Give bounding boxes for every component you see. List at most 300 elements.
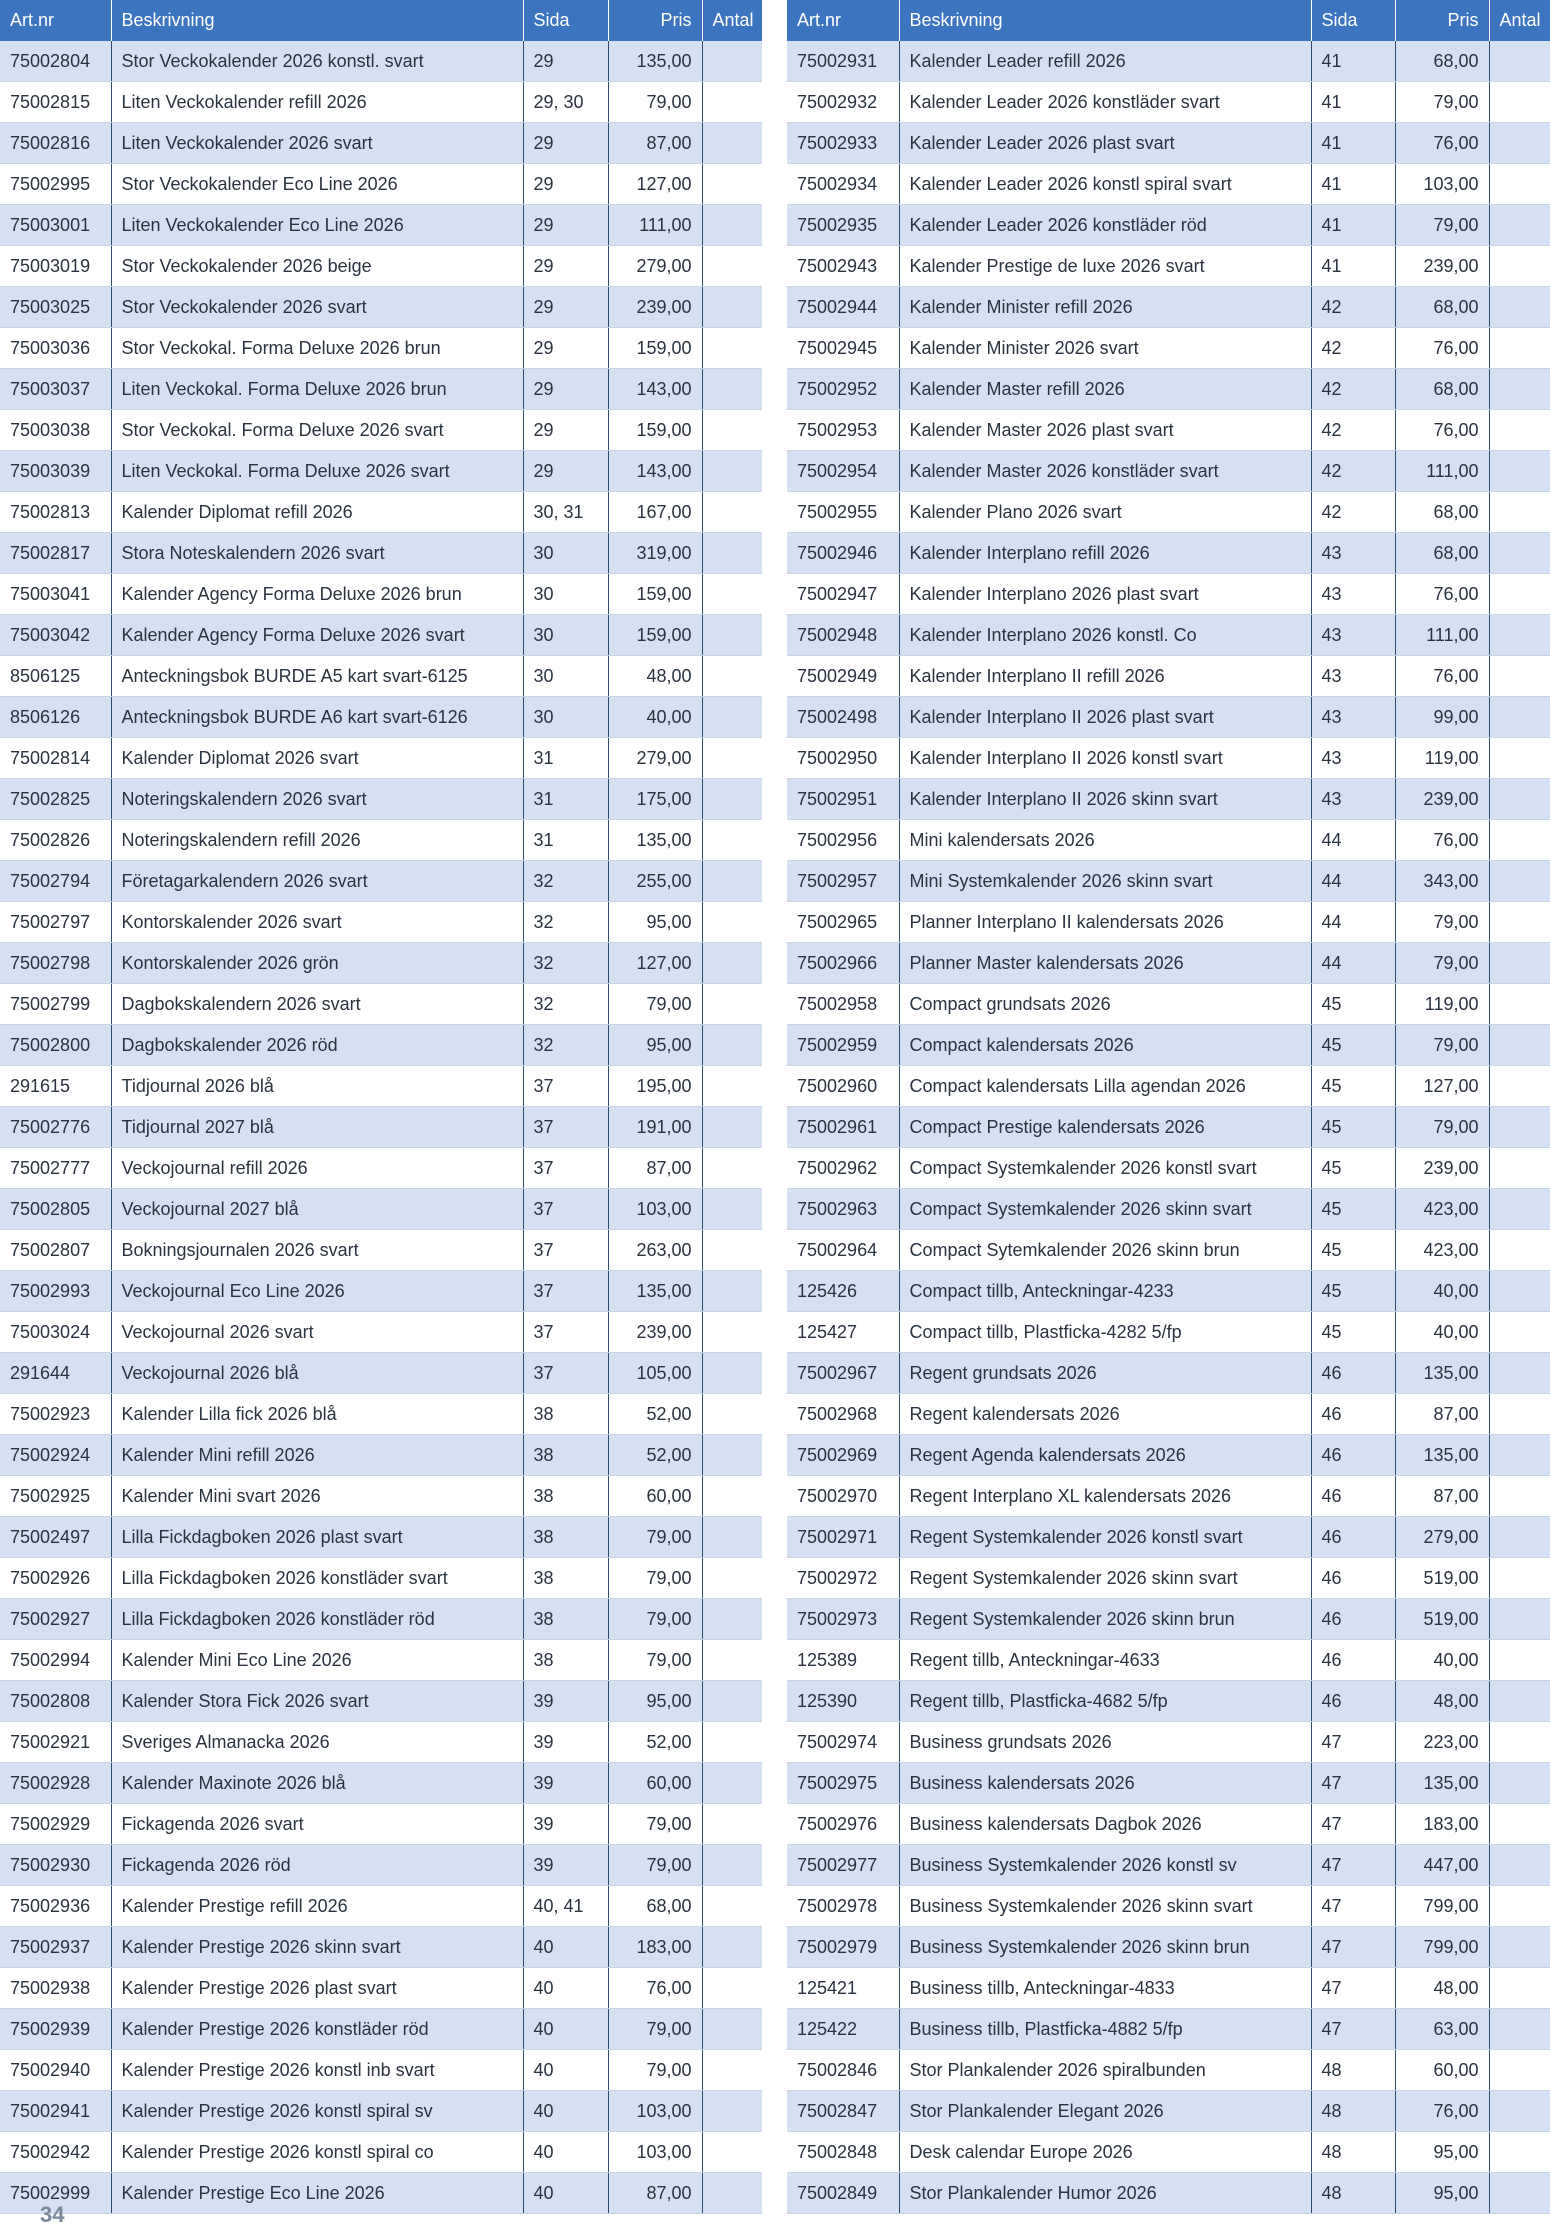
description-cell: Kalender Leader 2026 plast svart <box>899 123 1311 164</box>
quantity-cell[interactable] <box>702 984 762 1025</box>
quantity-cell[interactable] <box>702 2132 762 2173</box>
quantity-cell[interactable] <box>702 1148 762 1189</box>
quantity-cell[interactable] <box>1489 2091 1550 2132</box>
table-row <box>787 1025 1550 1066</box>
quantity-cell[interactable] <box>702 820 762 861</box>
table-row <box>0 738 762 779</box>
quantity-cell[interactable] <box>702 1517 762 1558</box>
art-nr-cell: 75002814 <box>0 738 111 779</box>
table-row <box>0 2091 762 2132</box>
art-nr-cell: 75002963 <box>787 1189 899 1230</box>
page-ref-cell: 43 <box>1311 656 1395 697</box>
description-cell: Lilla Fickdagboken 2026 konstläder röd <box>111 1599 523 1640</box>
quantity-cell[interactable] <box>1489 861 1550 902</box>
art-nr-cell: 75002946 <box>787 533 899 574</box>
table-row <box>787 451 1550 492</box>
quantity-cell[interactable] <box>702 1353 762 1394</box>
description-cell: Compact kalendersats 2026 <box>899 1025 1311 1066</box>
page-ref-cell: 44 <box>1311 902 1395 943</box>
quantity-cell[interactable] <box>1489 1517 1550 1558</box>
page-ref-cell: 45 <box>1311 1312 1395 1353</box>
page-ref-cell: 43 <box>1311 574 1395 615</box>
quantity-cell[interactable] <box>702 369 762 410</box>
table-row <box>787 820 1550 861</box>
quantity-cell[interactable] <box>1489 1148 1550 1189</box>
table-row <box>787 2132 1550 2173</box>
quantity-cell[interactable] <box>1489 1968 1550 2009</box>
page-ref-cell: 38 <box>523 1476 608 1517</box>
table-row <box>0 1722 762 1763</box>
col-header-artnr: Art.nr <box>787 0 899 41</box>
description-cell: Kalender Maxinote 2026 blå <box>111 1763 523 1804</box>
table-row <box>787 1804 1550 1845</box>
page-ref-cell: 38 <box>523 1599 608 1640</box>
art-nr-cell: 291644 <box>0 1353 111 1394</box>
page-ref-cell: 29 <box>523 410 608 451</box>
quantity-cell[interactable] <box>1489 1230 1550 1271</box>
description-cell: Compact grundsats 2026 <box>899 984 1311 1025</box>
art-nr-cell: 75003025 <box>0 287 111 328</box>
art-nr-cell: 75002816 <box>0 123 111 164</box>
quantity-cell[interactable] <box>702 246 762 287</box>
quantity-cell[interactable] <box>1489 328 1550 369</box>
col-header-antal: Antal <box>1489 0 1550 41</box>
quantity-cell[interactable] <box>1489 1558 1550 1599</box>
description-cell: Business Systemkalender 2026 skinn svart <box>899 1886 1311 1927</box>
page-ref-cell: 40 <box>523 2009 608 2050</box>
quantity-cell[interactable] <box>1489 738 1550 779</box>
art-nr-cell: 75002979 <box>787 1927 899 1968</box>
quantity-cell[interactable] <box>1489 1886 1550 1927</box>
quantity-cell[interactable] <box>702 1025 762 1066</box>
art-nr-cell: 75002961 <box>787 1107 899 1148</box>
quantity-cell[interactable] <box>702 1886 762 1927</box>
page-ref-cell: 29 <box>523 246 608 287</box>
page-ref-cell: 45 <box>1311 1148 1395 1189</box>
quantity-cell[interactable] <box>702 1599 762 1640</box>
description-cell: Mini kalendersats 2026 <box>899 820 1311 861</box>
quantity-cell[interactable] <box>1489 246 1550 287</box>
quantity-cell[interactable] <box>702 451 762 492</box>
page-ref-cell: 40 <box>523 2091 608 2132</box>
art-nr-cell: 75002955 <box>787 492 899 533</box>
price-cell: 79,00 <box>1395 82 1489 123</box>
price-cell: 103,00 <box>608 2091 702 2132</box>
price-cell: 239,00 <box>608 287 702 328</box>
quantity-cell[interactable] <box>1489 1763 1550 1804</box>
art-nr-cell: 75003037 <box>0 369 111 410</box>
quantity-cell[interactable] <box>1489 1927 1550 1968</box>
price-cell: 76,00 <box>1395 574 1489 615</box>
price-cell: 79,00 <box>1395 943 1489 984</box>
quantity-cell[interactable] <box>1489 205 1550 246</box>
price-cell: 799,00 <box>1395 1886 1489 1927</box>
quantity-cell[interactable] <box>1489 984 1550 1025</box>
quantity-cell[interactable] <box>1489 1845 1550 1886</box>
quantity-cell[interactable] <box>702 1927 762 1968</box>
table-row <box>0 410 762 451</box>
price-cell: 103,00 <box>1395 164 1489 205</box>
page-ref-cell: 48 <box>1311 2050 1395 2091</box>
price-cell: 79,00 <box>608 2050 702 2091</box>
quantity-cell[interactable] <box>702 2173 762 2214</box>
table-row <box>0 820 762 861</box>
description-cell: Stor Veckokalender 2026 beige <box>111 246 523 287</box>
quantity-cell[interactable] <box>702 1066 762 1107</box>
table-row <box>0 1763 762 1804</box>
quantity-cell[interactable] <box>702 1763 762 1804</box>
page-ref-cell: 41 <box>1311 82 1395 123</box>
quantity-cell[interactable] <box>1489 1476 1550 1517</box>
art-nr-cell: 75002942 <box>0 2132 111 2173</box>
art-nr-cell: 75002807 <box>0 1230 111 1271</box>
price-cell: 223,00 <box>1395 1722 1489 1763</box>
table-row <box>0 1148 762 1189</box>
quantity-cell[interactable] <box>1489 1025 1550 1066</box>
quantity-cell[interactable] <box>702 1394 762 1435</box>
page-ref-cell: 37 <box>523 1353 608 1394</box>
quantity-cell[interactable] <box>702 1681 762 1722</box>
col-header-pris: Pris <box>1395 0 1489 41</box>
table-row <box>0 246 762 287</box>
description-cell: Regent Systemkalender 2026 konstl svart <box>899 1517 1311 1558</box>
art-nr-cell: 75002947 <box>787 574 899 615</box>
quantity-cell[interactable] <box>1489 779 1550 820</box>
price-cell: 68,00 <box>1395 492 1489 533</box>
page-ref-cell: 30 <box>523 615 608 656</box>
quantity-cell[interactable] <box>1489 451 1550 492</box>
quantity-cell[interactable] <box>1489 533 1550 574</box>
art-nr-cell: 8506126 <box>0 697 111 738</box>
art-nr-cell: 75002849 <box>787 2173 899 2214</box>
description-cell: Regent tillb, Plastficka-4682 5/fp <box>899 1681 1311 1722</box>
quantity-cell[interactable] <box>702 1189 762 1230</box>
quantity-cell[interactable] <box>702 574 762 615</box>
price-cell: 79,00 <box>1395 1025 1489 1066</box>
art-nr-cell: 75002973 <box>787 1599 899 1640</box>
table-row <box>787 1558 1550 1599</box>
price-cell: 79,00 <box>608 1599 702 1640</box>
quantity-cell[interactable] <box>702 492 762 533</box>
description-cell: Kalender Minister 2026 svart <box>899 328 1311 369</box>
page-ref-cell: 42 <box>1311 492 1395 533</box>
description-cell: Bokningsjournalen 2026 svart <box>111 1230 523 1271</box>
price-cell: 40,00 <box>1395 1271 1489 1312</box>
description-cell: Stor Veckokalender 2026 konstl. svart <box>111 41 523 82</box>
art-nr-cell: 75002964 <box>787 1230 899 1271</box>
page-ref-cell: 40 <box>523 2173 608 2214</box>
quantity-cell[interactable] <box>1489 2050 1550 2091</box>
quantity-cell[interactable] <box>702 533 762 574</box>
description-cell: Kalender Diplomat refill 2026 <box>111 492 523 533</box>
description-cell: Veckojournal 2027 blå <box>111 1189 523 1230</box>
table-row <box>0 1681 762 1722</box>
price-cell: 63,00 <box>1395 2009 1489 2050</box>
quantity-cell[interactable] <box>1489 1640 1550 1681</box>
description-cell: Mini Systemkalender 2026 skinn svart <box>899 861 1311 902</box>
table-row <box>787 1148 1550 1189</box>
quantity-cell[interactable] <box>1489 2132 1550 2173</box>
col-header-beskrivning: Beskrivning <box>111 0 523 41</box>
description-cell: Compact Sytemkalender 2026 skinn brun <box>899 1230 1311 1271</box>
quantity-cell[interactable] <box>1489 656 1550 697</box>
quantity-cell[interactable] <box>1489 164 1550 205</box>
table-row <box>787 738 1550 779</box>
quantity-cell[interactable] <box>1489 123 1550 164</box>
quantity-cell[interactable] <box>702 1107 762 1148</box>
quantity-cell[interactable] <box>1489 1599 1550 1640</box>
description-cell: Kalender Prestige 2026 konstl inb svart <box>111 2050 523 2091</box>
quantity-cell[interactable] <box>702 738 762 779</box>
quantity-cell[interactable] <box>702 1476 762 1517</box>
quantity-cell[interactable] <box>702 1435 762 1476</box>
price-cell: 239,00 <box>1395 779 1489 820</box>
page-number: 34 <box>40 2202 65 2227</box>
quantity-cell[interactable] <box>1489 410 1550 451</box>
page-ref-cell: 30, 31 <box>523 492 608 533</box>
quantity-cell[interactable] <box>702 123 762 164</box>
quantity-cell[interactable] <box>1489 574 1550 615</box>
description-cell: Compact Systemkalender 2026 konstl svart <box>899 1148 1311 1189</box>
price-cell: 79,00 <box>608 82 702 123</box>
description-cell: Stor Plankalender 2026 spiralbunden <box>899 2050 1311 2091</box>
description-cell: Regent Interplano XL kalendersats 2026 <box>899 1476 1311 1517</box>
table-row <box>0 1025 762 1066</box>
quantity-cell[interactable] <box>702 1968 762 2009</box>
quantity-cell[interactable] <box>702 1230 762 1271</box>
page-ref-cell: 37 <box>523 1312 608 1353</box>
quantity-cell[interactable] <box>1489 1722 1550 1763</box>
quantity-cell[interactable] <box>702 2009 762 2050</box>
table-row <box>787 1312 1550 1353</box>
table-row <box>787 902 1550 943</box>
quantity-cell[interactable] <box>702 287 762 328</box>
art-nr-cell: 75002848 <box>787 2132 899 2173</box>
art-nr-cell: 75002798 <box>0 943 111 984</box>
quantity-cell[interactable] <box>702 861 762 902</box>
quantity-cell[interactable] <box>1489 369 1550 410</box>
quantity-cell[interactable] <box>702 1558 762 1599</box>
art-nr-cell: 75002949 <box>787 656 899 697</box>
page-ref-cell: 44 <box>1311 861 1395 902</box>
quantity-cell[interactable] <box>702 697 762 738</box>
price-cell: 135,00 <box>608 1271 702 1312</box>
page-ref-cell: 45 <box>1311 1230 1395 1271</box>
table-body-left <box>0 41 762 2214</box>
page-ref-cell: 38 <box>523 1435 608 1476</box>
quantity-cell[interactable] <box>702 2091 762 2132</box>
table-row <box>787 1517 1550 1558</box>
price-cell: 175,00 <box>608 779 702 820</box>
art-nr-cell: 75002932 <box>787 82 899 123</box>
art-nr-cell: 75002970 <box>787 1476 899 1517</box>
quantity-cell[interactable] <box>702 1845 762 1886</box>
art-nr-cell: 75002972 <box>787 1558 899 1599</box>
page-ref-cell: 29 <box>523 451 608 492</box>
quantity-cell[interactable] <box>702 410 762 451</box>
quantity-cell[interactable] <box>1489 1189 1550 1230</box>
table-row <box>787 1107 1550 1148</box>
description-cell: Kontorskalender 2026 svart <box>111 902 523 943</box>
page-ref-cell: 29 <box>523 41 608 82</box>
description-cell: Tidjournal 2026 blå <box>111 1066 523 1107</box>
quantity-cell[interactable] <box>1489 82 1550 123</box>
table-row <box>0 1476 762 1517</box>
page-ref-cell: 32 <box>523 984 608 1025</box>
art-nr-cell: 75002971 <box>787 1517 899 1558</box>
description-cell: Lilla Fickdagboken 2026 plast svart <box>111 1517 523 1558</box>
table-row <box>787 1722 1550 1763</box>
description-cell: Fickagenda 2026 svart <box>111 1804 523 1845</box>
price-cell: 40,00 <box>1395 1640 1489 1681</box>
description-cell: Kalender Master 2026 konstläder svart <box>899 451 1311 492</box>
description-cell: Compact kalendersats Lilla agendan 2026 <box>899 1066 1311 1107</box>
quantity-cell[interactable] <box>702 656 762 697</box>
price-cell: 68,00 <box>1395 533 1489 574</box>
quantity-cell[interactable] <box>702 164 762 205</box>
description-cell: Business grundsats 2026 <box>899 1722 1311 1763</box>
quantity-cell[interactable] <box>1489 820 1550 861</box>
quantity-cell[interactable] <box>702 2050 762 2091</box>
table-row <box>787 1599 1550 1640</box>
price-cell: 799,00 <box>1395 1927 1489 1968</box>
quantity-cell[interactable] <box>702 779 762 820</box>
table-row <box>787 1476 1550 1517</box>
table-row <box>0 164 762 205</box>
quantity-cell[interactable] <box>1489 2009 1550 2050</box>
page-ref-cell: 38 <box>523 1517 608 1558</box>
quantity-cell[interactable] <box>1489 1681 1550 1722</box>
art-nr-cell: 75002948 <box>787 615 899 656</box>
price-cell: 79,00 <box>1395 1107 1489 1148</box>
quantity-cell[interactable] <box>1489 1353 1550 1394</box>
description-cell: Compact tillb, Anteckningar-4233 <box>899 1271 1311 1312</box>
page-ref-cell: 37 <box>523 1271 608 1312</box>
page-ref-cell: 46 <box>1311 1517 1395 1558</box>
description-cell: Planner Master kalendersats 2026 <box>899 943 1311 984</box>
price-cell: 95,00 <box>1395 2173 1489 2214</box>
page-ref-cell: 43 <box>1311 615 1395 656</box>
quantity-cell[interactable] <box>702 82 762 123</box>
price-cell: 79,00 <box>608 984 702 1025</box>
table-row <box>0 779 762 820</box>
page-ref-cell: 37 <box>523 1230 608 1271</box>
table-row <box>0 328 762 369</box>
table-row <box>0 2009 762 2050</box>
art-nr-cell: 75002968 <box>787 1394 899 1435</box>
quantity-cell[interactable] <box>1489 1271 1550 1312</box>
table-row <box>787 861 1550 902</box>
quantity-cell[interactable] <box>702 1722 762 1763</box>
description-cell: Compact Prestige kalendersats 2026 <box>899 1107 1311 1148</box>
page-ref-cell: 29, 30 <box>523 82 608 123</box>
page-ref-cell: 47 <box>1311 1763 1395 1804</box>
quantity-cell[interactable] <box>702 1271 762 1312</box>
art-nr-cell: 75002936 <box>0 1886 111 1927</box>
quantity-cell[interactable] <box>1489 943 1550 984</box>
page-ref-cell: 32 <box>523 943 608 984</box>
quantity-cell[interactable] <box>1489 287 1550 328</box>
quantity-cell[interactable] <box>1489 1312 1550 1353</box>
quantity-cell[interactable] <box>702 1640 762 1681</box>
art-nr-cell: 75002977 <box>787 1845 899 1886</box>
quantity-cell[interactable] <box>702 615 762 656</box>
table-row <box>787 328 1550 369</box>
table-header-row <box>0 0 762 41</box>
description-cell: Anteckningsbok BURDE A5 kart svart-6125 <box>111 656 523 697</box>
table-row <box>0 1558 762 1599</box>
page-ref-cell: 46 <box>1311 1476 1395 1517</box>
description-cell: Regent Systemkalender 2026 skinn brun <box>899 1599 1311 1640</box>
description-cell: Tidjournal 2027 blå <box>111 1107 523 1148</box>
table-row <box>0 1189 762 1230</box>
price-cell: 279,00 <box>608 738 702 779</box>
quantity-cell[interactable] <box>702 943 762 984</box>
quantity-cell[interactable] <box>1489 902 1550 943</box>
quantity-cell[interactable] <box>702 1312 762 1353</box>
quantity-cell[interactable] <box>702 41 762 82</box>
table-row <box>787 1681 1550 1722</box>
art-nr-cell: 75002805 <box>0 1189 111 1230</box>
table-row <box>787 41 1550 82</box>
description-cell: Kalender Prestige 2026 skinn svart <box>111 1927 523 1968</box>
page-ref-cell: 39 <box>523 1845 608 1886</box>
art-nr-cell: 75002847 <box>787 2091 899 2132</box>
price-cell: 135,00 <box>608 41 702 82</box>
art-nr-cell: 75003024 <box>0 1312 111 1353</box>
quantity-cell[interactable] <box>702 205 762 246</box>
quantity-cell[interactable] <box>702 902 762 943</box>
price-cell: 79,00 <box>608 1640 702 1681</box>
page-ref-cell: 48 <box>1311 2132 1395 2173</box>
quantity-cell[interactable] <box>1489 1435 1550 1476</box>
quantity-cell[interactable] <box>1489 697 1550 738</box>
table-row <box>787 2050 1550 2091</box>
description-cell: Liten Veckokalender Eco Line 2026 <box>111 205 523 246</box>
quantity-cell[interactable] <box>1489 2173 1550 2214</box>
art-nr-cell: 125389 <box>787 1640 899 1681</box>
table-row <box>0 1066 762 1107</box>
quantity-cell[interactable] <box>1489 492 1550 533</box>
quantity-cell[interactable] <box>1489 1066 1550 1107</box>
quantity-cell[interactable] <box>702 1804 762 1845</box>
table-row <box>787 369 1550 410</box>
art-nr-cell: 75002953 <box>787 410 899 451</box>
quantity-cell[interactable] <box>1489 615 1550 656</box>
description-cell: Business tillb, Plastficka-4882 5/fp <box>899 2009 1311 2050</box>
table-row <box>0 2173 762 2214</box>
quantity-cell[interactable] <box>702 328 762 369</box>
table-row <box>0 1517 762 1558</box>
table-row <box>787 1394 1550 1435</box>
quantity-cell[interactable] <box>1489 41 1550 82</box>
quantity-cell[interactable] <box>1489 1107 1550 1148</box>
table-row <box>787 656 1550 697</box>
description-cell: Kalender Master refill 2026 <box>899 369 1311 410</box>
description-cell: Kalender Interplano 2026 plast svart <box>899 574 1311 615</box>
table-row <box>787 984 1550 1025</box>
price-cell: 76,00 <box>1395 656 1489 697</box>
quantity-cell[interactable] <box>1489 1804 1550 1845</box>
price-cell: 159,00 <box>608 574 702 615</box>
art-nr-cell: 75002924 <box>0 1435 111 1476</box>
price-cell: 40,00 <box>608 697 702 738</box>
price-cell: 99,00 <box>1395 697 1489 738</box>
page-ref-cell: 47 <box>1311 2009 1395 2050</box>
table-row <box>0 902 762 943</box>
page-ref-cell: 32 <box>523 1025 608 1066</box>
quantity-cell[interactable] <box>1489 1394 1550 1435</box>
